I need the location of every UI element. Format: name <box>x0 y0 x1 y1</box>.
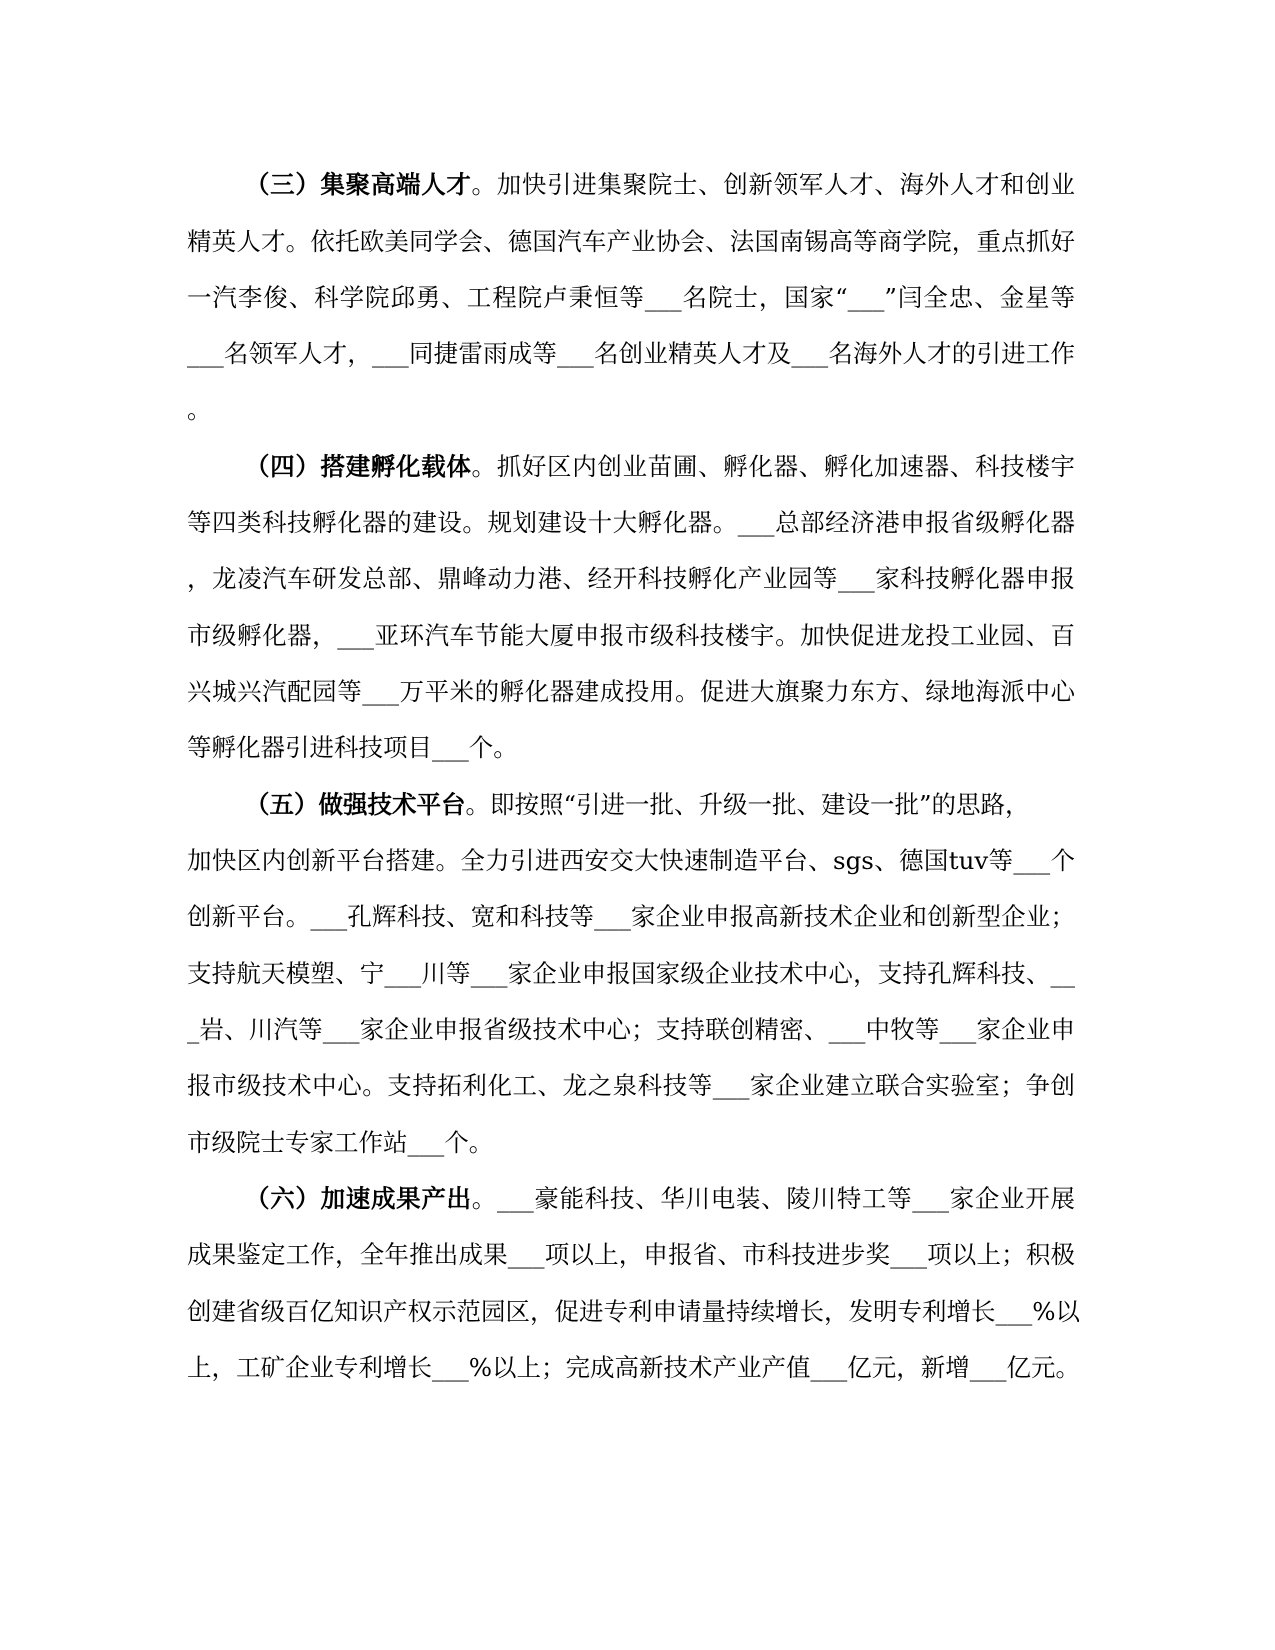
paragraph-line: 上，工矿企业专利增长___%以上；完成高新技术产业产值___亿元，新增___亿元。 <box>187 1353 1081 1382</box>
paragraph-text: 。抓好区内创业苗圃、孵化器、孵化加速器、科技楼宇 <box>471 452 1075 481</box>
paragraph-line: 创建省级百亿知识产权示范园区，促进专利申请量持续增长，发明专利增长___%以 <box>187 1297 1081 1326</box>
paragraph-line: 市级孵化器，___亚环汽车节能大厦申报市级科技楼宇。加快促进龙投工业园、百 <box>187 621 1075 650</box>
paragraph-line <box>245 447 1075 487</box>
paragraph-line: _岩、川汽等___家企业申报省级技术中心；支持联创精密、___中牧等___家企业申 <box>187 1015 1075 1044</box>
paragraph-line <box>245 785 1145 825</box>
paragraph-text: 。加快引进集聚院士、创新领军人才、海外人才和创业 <box>471 170 1075 199</box>
paragraph-text: 。即按照“引进一批、升级一批、建设一批”的思路， <box>465 790 1030 819</box>
paragraph-line: 市级院士专家工作站___个。 <box>187 1128 494 1157</box>
paragraph-line: ___名领军人才，___同捷雷雨成等___名创业精英人才及___名海外人才的引进工作 <box>187 339 1075 368</box>
paragraph-line: 支持航天模塑、宁___川等___家企业申报国家级企业技术中心，支持孔辉科技、__ <box>187 959 1075 988</box>
paragraph-line: 。 <box>187 395 212 424</box>
paragraph-line: 兴城兴汽配园等___万平米的孵化器建成投用。促进大旗聚力东方、绿地海派中心 <box>187 677 1075 706</box>
paragraph-line: 一汽李俊、科学院邱勇、工程院卢秉恒等___名院士，国家“___”闫全忠、金星等 <box>187 283 1075 312</box>
section-heading: （四）搭建孵化载体 <box>245 452 472 481</box>
section-heading: （五）做强技术平台 <box>245 790 466 819</box>
paragraph-line: 等孵化器引进科技项目___个。 <box>187 733 518 762</box>
section-heading: （三）集聚高端人才 <box>245 170 472 199</box>
paragraph-line: 等四类科技孵化器的建设。规划建设十大孵化器。___总部经济港申报省级孵化器 <box>187 508 1075 537</box>
paragraph-line: 加快区内创新平台搭建。全力引进西安交大快速制造平台、sgs、德国tuv等___个 <box>187 846 1075 875</box>
paragraph-line <box>245 1179 1075 1219</box>
paragraph-line: 创新平台。___孔辉科技、宽和科技等___家企业申报高新技术企业和创新型企业； <box>187 902 1075 931</box>
paragraph-line: 报市级技术中心。支持拓利化工、龙之泉科技等___家企业建立联合实验室；争创 <box>187 1071 1075 1100</box>
paragraph-line <box>245 165 1075 205</box>
paragraph-line: ，龙凌汽车研发总部、鼎峰动力港、经开科技孵化产业园等___家科技孵化器申报 <box>187 564 1075 593</box>
section-heading: （六）加速成果产出 <box>245 1184 472 1213</box>
paragraph-text: 。___豪能科技、华川电装、陵川特工等___家企业开展 <box>471 1184 1076 1213</box>
paragraph-line: 精英人才。依托欧美同学会、德国汽车产业协会、法国南锡高等商学院，重点抓好 <box>187 227 1075 256</box>
paragraph-line: 成果鉴定工作，全年推出成果___项以上，申报省、市科技进步奖___项以上；积极 <box>187 1240 1075 1269</box>
